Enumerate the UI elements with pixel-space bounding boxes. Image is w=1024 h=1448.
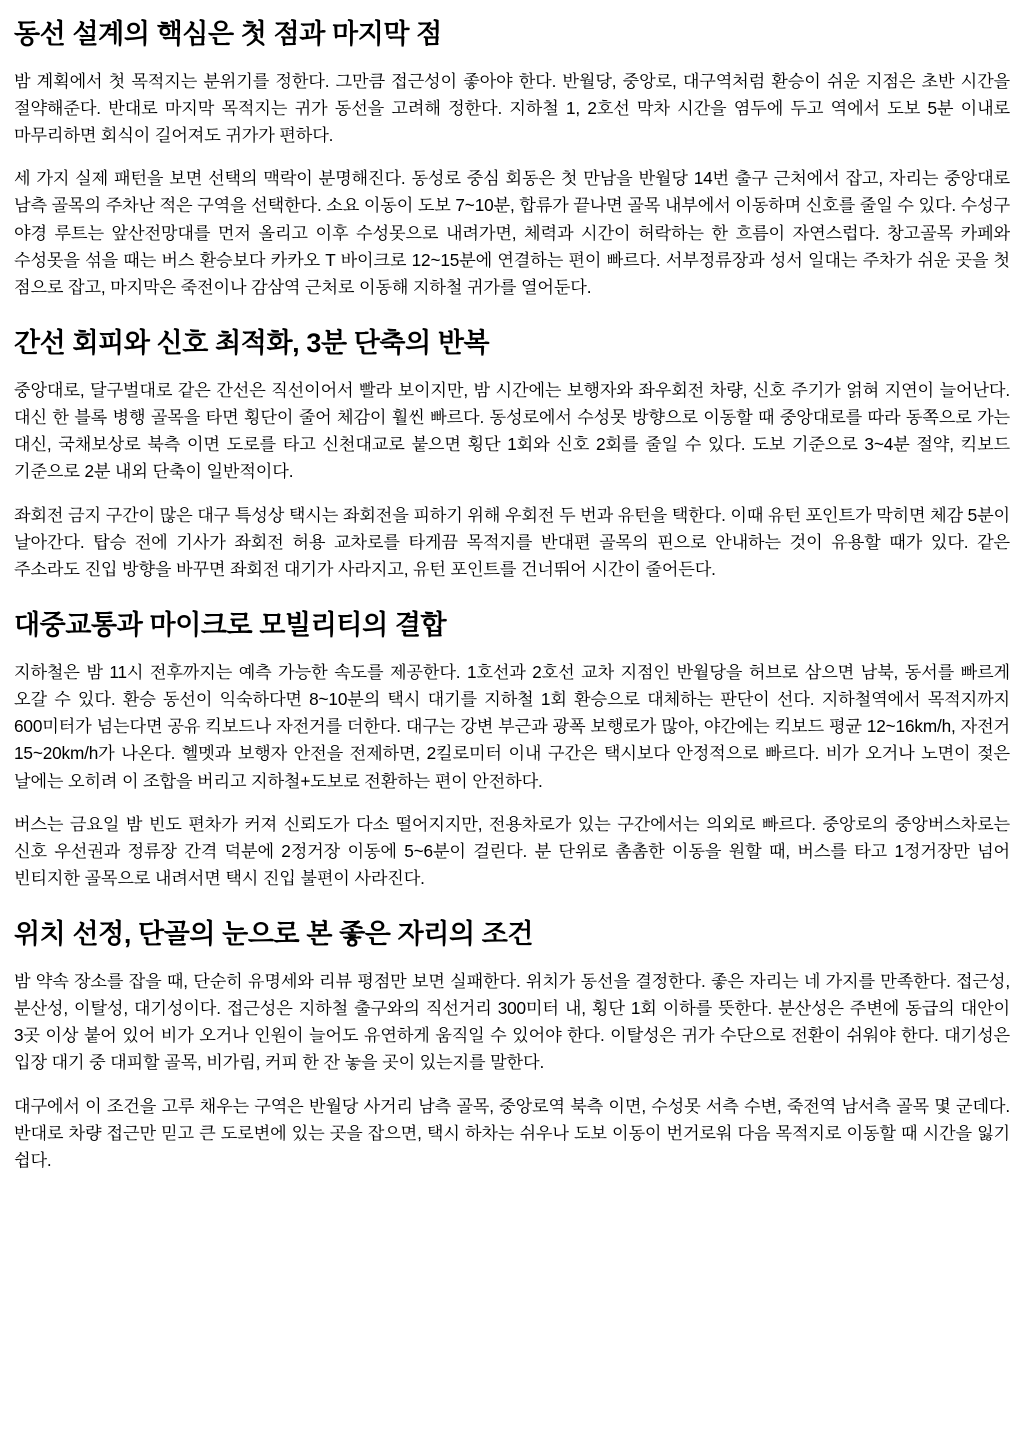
paragraph-4-2: 대구에서 이 조건을 고루 채우는 구역은 반월당 사거리 남측 골목, 중앙로역 북측 이면, 수성못 서측 수변, 죽전역 남서측 골목 몇 군데다. 반대로 차량 접근만 믿고 큰 도로변에 있는 곳을 잡으면, 택시 하차는 쉬우나 도보 이동이 번거로워 다음 목적지로 이동할 때 시간을 잃기 쉽다.	[14, 1095, 1010, 1170]
paragraph-3-2: 버스는 금요일 밤 빈도 편차가 커져 신뢰도가 다소 떨어지지만, 전용차로가 있는 구간에서는 의외로 빠르다. 중앙로의 중앙버스차로는 신호 우선권과 정류장 간격 덕분에 2정거장 이동에 5~6분이 걸린다. 분 단위로 촘촘한 이동을 원할 때, 버스를 타고 1정거장만 넘어 빈티지한 골목으로 내려서면 택시 진입 불편이 사라진다.	[14, 813, 1010, 889]
paragraph-2-1: 중앙대로, 달구벌대로 같은 간선은 직선이어서 빨라 보이지만, 밤 시간에는 보행자와 좌우회전 차량, 신호 주기가 얽혀 지연이 늘어난다. 대신 한 블록 병행 골목을 타면 횡단이 줄어 체감이 훨씬 빠르다. 동성로에서 수성못 방향으로 이동할 때 중앙대로를 따라 동쪽으로 가는 대신, 국채보상로 북측 이면 도로를 타고 신천대교로 붙으면 횡단 1회와 신호 2회를 줄일 수 있다. 도보 기준으로 3~4분 절약, 킥보드 기준으로 2분 내외 단축이 일반적이다.	[14, 379, 1010, 482]
paragraph-3-1: 지하철은 밤 11시 전후까지는 예측 가능한 속도를 제공한다. 1호선과 2호선 교차 지점인 반월당을 허브로 삼으면 남북, 동서를 빠르게 오갈 수 있다. 환승 동선이 익숙하다면 8~10분의 택시 대기를 지하철 1회 환승으로 대체하는 판단이 선다. 지하철역에서 목적지까지 600미터가 넘는다면 공유 킥보드나 자전거를 더한다. 대구는 강변 부근과 광폭 보행로가 많아, 야간에는 킥보드 평균 12~16km/h, 자전거 15~20km/h가 나온다. 헬멧과 보행자 안전을 전제하면, 2킬로미터 이내 구간은 택시보다 안정적으로 빠르다. 비가 오거나 노면이 젖은 날에는 오히려 이 조합을 버리고 지하철+도보로 전환하는 편이 안전하다.	[14, 661, 1010, 791]
section-heading-4: 위치 선정, 단골의 눈으로 본 좋은 자리의 조건	[14, 919, 534, 950]
paragraph-1-1: 밤 계획에서 첫 목적지는 분위기를 정한다. 그만큼 접근성이 좋아야 한다. 반월당, 중앙로, 대구역처럼 환승이 쉬운 지점은 초반 시간을 절약해준다. 반대로 마지막 목적지는 귀가 동선을 고려해 정한다. 지하철 1, 2호선 막차 시간을 염두에 두고 역에서 도보 5분 이내로 마무리하면 회식이 길어져도 귀가가 편하다.	[14, 70, 1010, 146]
paragraph-1-2: 세 가지 실제 패턴을 보면 선택의 맥락이 분명해진다. 동성로 중심 회동은 첫 만남을 반월당 14번 출구 근처에서 잡고, 자리는 중앙대로 남측 골목의 주차난 적은 구역을 선택한다. 소요 이동이 도보 7~10분, 합류가 끝나면 골목 내부에서 이동하며 신호를 줄일 수 있다. 수성구 야경 루트는 앞산전망대를 먼저 올리고 이후 수성못으로 내려가면, 체력과 시간이 허락하는 한 흐름이 자연스럽다. 창고골목 카페와 수성못을 섞을 때는 버스 환승보다 카카오 T 바이크로 12~15분에 연결하는 편이 빠르다. 서부정류장과 성서 일대는 주차가 쉬운 곳을 첫 점으로 잡고, 마지막은 죽전이나 감삼역 근처로 이동해 지하철 귀가를 열어둔다.	[14, 168, 1010, 297]
paragraph-4-1: 밤 약속 장소를 잡을 때, 단순히 유명세와 리뷰 평점만 보면 실패한다. 위치가 동선을 결정한다. 좋은 자리는 네 가지를 만족한다. 접근성, 분산성, 이탈성, 대기성이다. 접근성은 지하철 출구와의 직선거리 300미터 내, 횡단 1회 이하를 뜻한다. 분산성은 주변에 동급의 대안이 3곳 이상 붙어 있어 비가 오거나 인원이 늘어도 유연하게 움직일 수 있어야 한다. 이탈성은 귀가 수단으로 전환이 쉬워야 한다. 대기성은 입장 대기 중 대피할 골목, 비가림, 커피 한 잔 놓을 곳이 있는지를 말한다.	[14, 970, 1010, 1073]
section-heading-2: 간선 회피와 신호 최적화, 3분 단축의 반복	[14, 328, 490, 359]
section-heading-1: 동선 설계의 핵심은 첫 점과 마지막 점	[14, 19, 442, 49]
paragraph-2-2: 좌회전 금지 구간이 많은 대구 특성상 택시는 좌회전을 피하기 위해 우회전 두 번과 유턴을 택한다. 이때 유턴 포인트가 막히면 체감 5분이 날아간다. 탑승 전에 기사가 좌회전 허용 교차로를 타게끔 목적지를 반대편 골목의 핀으로 안내하는 것이 유용할 때가 있다. 같은 주소라도 진입 방향을 바꾸면 좌회전 대기가 사라지고, 유턴 포인트를 건너뛰어 시간이 줄어든다.	[14, 504, 1010, 579]
section-heading-3: 대중교통과 마이크로 모빌리티의 결합	[14, 610, 447, 641]
